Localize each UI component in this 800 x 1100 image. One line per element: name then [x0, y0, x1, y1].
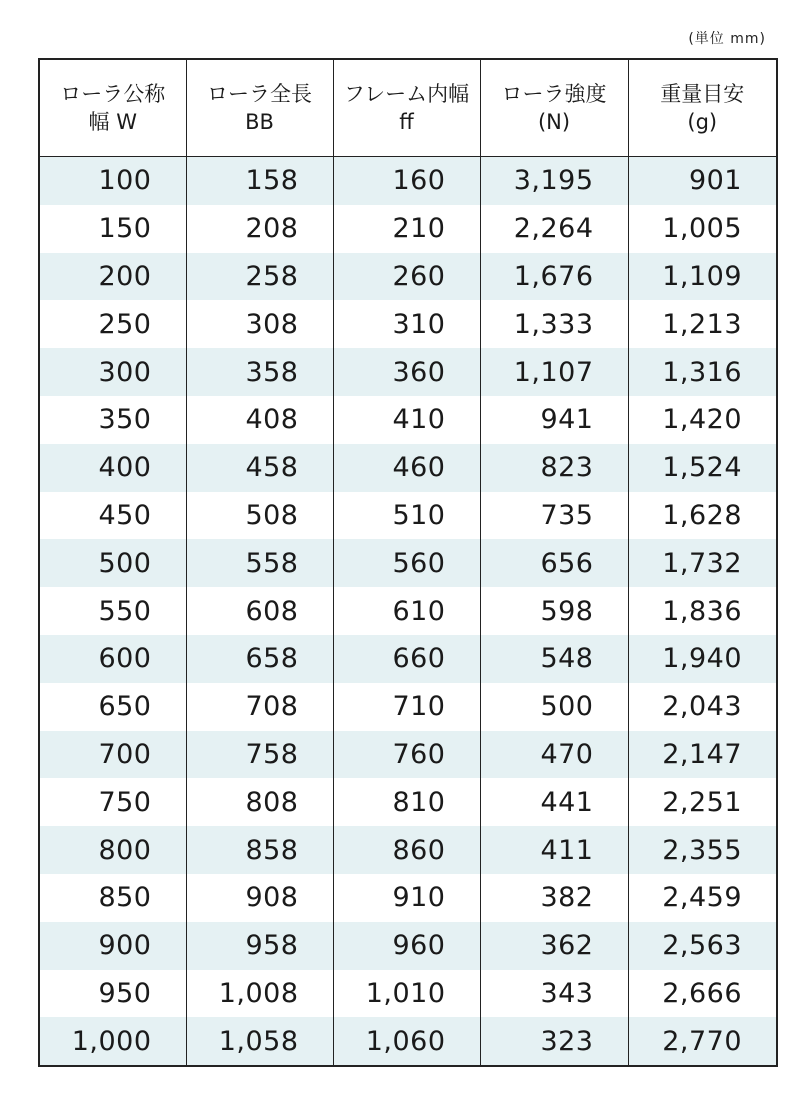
cell-roller-length: 558 — [186, 539, 333, 587]
cell-roller-length: 508 — [186, 492, 333, 540]
cell-frame-inner-width: 560 — [333, 539, 480, 587]
table-row — [39, 444, 777, 492]
table-row — [39, 683, 777, 731]
cell-roller-strength: 598 — [480, 587, 628, 635]
cell-roller-length: 308 — [186, 300, 333, 348]
cell-nominal-width: 300 — [39, 348, 186, 396]
table-row — [39, 731, 777, 779]
cell-nominal-width: 250 — [98, 308, 152, 340]
header-sublabel: (N) — [537, 110, 571, 134]
cell-frame-inner-width: 660 — [333, 635, 480, 683]
cell-nominal-width: 600 — [39, 635, 186, 683]
cell-frame-inner-width: 410 — [333, 396, 480, 444]
cell-roller-strength: 548 — [480, 635, 628, 683]
cell-roller-strength: 656 — [480, 539, 628, 587]
cell-frame-inner-width: 260 — [333, 253, 480, 301]
cell-weight: 1,109 — [628, 253, 777, 301]
cell-weight: 1,524 — [628, 444, 777, 492]
cell-nominal-width: 400 — [39, 444, 186, 492]
cell-weight: 1,213 — [628, 300, 777, 348]
cell-frame-inner-width: 460 — [333, 444, 480, 492]
header-weight — [628, 59, 777, 157]
cell-roller-strength: 362 — [480, 922, 628, 970]
cell-weight: 1,420 — [628, 396, 777, 444]
table-row — [39, 922, 777, 970]
cell-roller-strength: 1,676 — [480, 253, 628, 301]
header-label: 重量目安 — [660, 82, 745, 106]
cell-frame-inner-width: 860 — [333, 826, 480, 874]
table-row — [39, 300, 777, 348]
table-row — [39, 157, 777, 205]
table-row — [39, 635, 777, 683]
cell-weight: 2,770 — [628, 1017, 777, 1066]
header-sublabel: (g) — [687, 110, 718, 134]
cell-nominal-width: 500 — [39, 539, 186, 587]
cell-roller-length: 458 — [186, 444, 333, 492]
header-nominal-width — [39, 59, 186, 157]
cell-nominal-width: 200 — [39, 253, 186, 301]
cell-weight: 1,628 — [628, 492, 777, 540]
cell-frame-inner-width: 960 — [333, 922, 480, 970]
header-row — [39, 59, 777, 157]
cell-weight: 901 — [628, 157, 777, 205]
cell-roller-strength: 343 — [480, 970, 628, 1018]
header-roller-strength — [480, 59, 628, 157]
cell-nominal-width: 1,000 — [39, 1017, 186, 1066]
cell-roller-strength: 382 — [480, 874, 628, 922]
cell-weight: 1,836 — [628, 587, 777, 635]
cell-nominal-width: 650 — [98, 691, 152, 723]
cell-nominal-width: 100 — [39, 157, 186, 205]
header-sublabel: ff — [399, 110, 414, 134]
cell-weight: 2,563 — [628, 922, 777, 970]
table-row — [39, 253, 777, 301]
table-row — [39, 874, 777, 922]
cell-frame-inner-width: 810 — [333, 778, 480, 826]
header-label: フレーム内幅 — [343, 82, 470, 106]
header-sublabel: 幅 W — [88, 110, 137, 134]
cell-roller-strength: 941 — [480, 396, 628, 444]
cell-nominal-width: 800 — [39, 826, 186, 874]
cell-roller-length: 808 — [186, 778, 333, 826]
cell-roller-strength: 1,107 — [480, 348, 628, 396]
cell-roller-strength: 735 — [480, 492, 628, 540]
header-label: ローラ全長 — [207, 82, 312, 106]
cell-weight: 2,459 — [628, 874, 777, 922]
cell-nominal-width: 350 — [98, 404, 152, 436]
cell-weight: 1,316 — [628, 348, 777, 396]
header-sublabel: BB — [245, 110, 274, 134]
cell-frame-inner-width: 610 — [333, 587, 480, 635]
table-row — [39, 205, 777, 253]
cell-roller-strength: 411 — [480, 826, 628, 874]
cell-roller-strength: 1,333 — [480, 300, 628, 348]
cell-weight: 1,940 — [628, 635, 777, 683]
cell-weight: 2,251 — [628, 778, 777, 826]
cell-roller-strength: 470 — [480, 731, 628, 779]
table-header — [39, 59, 777, 157]
cell-roller-length: 358 — [186, 348, 333, 396]
unit-note: (単位 mm) — [688, 31, 766, 47]
cell-roller-length: 658 — [186, 635, 333, 683]
cell-weight: 2,043 — [628, 683, 777, 731]
cell-weight: 2,355 — [628, 826, 777, 874]
cell-nominal-width: 150 — [98, 213, 152, 245]
cell-roller-strength: 323 — [480, 1017, 628, 1066]
cell-roller-strength: 3,195 — [480, 157, 628, 205]
header-frame-inner-width — [333, 59, 480, 157]
cell-nominal-width: 550 — [98, 595, 152, 627]
cell-roller-strength: 823 — [480, 444, 628, 492]
cell-nominal-width: 850 — [98, 882, 152, 914]
cell-frame-inner-width: 310 — [333, 300, 480, 348]
table-row — [39, 587, 777, 635]
cell-weight: 1,732 — [628, 539, 777, 587]
cell-frame-inner-width: 910 — [333, 874, 480, 922]
table-row — [39, 826, 777, 874]
cell-weight: 2,147 — [628, 731, 777, 779]
cell-roller-length: 958 — [186, 922, 333, 970]
cell-roller-length: 608 — [186, 587, 333, 635]
cell-frame-inner-width: 510 — [333, 492, 480, 540]
cell-roller-length: 258 — [186, 253, 333, 301]
cell-roller-length: 858 — [186, 826, 333, 874]
cell-roller-strength: 441 — [480, 778, 628, 826]
cell-nominal-width: 450 — [98, 499, 152, 531]
cell-frame-inner-width: 710 — [333, 683, 480, 731]
cell-frame-inner-width: 1,060 — [333, 1017, 480, 1066]
cell-frame-inner-width: 760 — [333, 731, 480, 779]
table-row — [39, 778, 777, 826]
header-label: ローラ公称 — [60, 82, 166, 106]
cell-nominal-width: 900 — [39, 922, 186, 970]
cell-frame-inner-width: 210 — [333, 205, 480, 253]
header-label: ローラ強度 — [501, 82, 607, 106]
cell-roller-length: 208 — [186, 205, 333, 253]
table-row — [39, 348, 777, 396]
cell-roller-length: 158 — [186, 157, 333, 205]
cell-roller-length: 408 — [186, 396, 333, 444]
table-row — [39, 1017, 777, 1066]
cell-frame-inner-width: 360 — [333, 348, 480, 396]
table-row — [39, 970, 777, 1018]
header-roller-length — [186, 59, 333, 157]
table-row — [39, 396, 777, 444]
cell-roller-length: 1,008 — [186, 970, 333, 1018]
cell-weight: 2,666 — [628, 970, 777, 1018]
cell-nominal-width: 750 — [98, 786, 152, 818]
cell-roller-length: 1,058 — [186, 1017, 333, 1066]
cell-roller-strength: 500 — [480, 683, 628, 731]
table-row — [39, 492, 777, 540]
table-body — [39, 157, 777, 1067]
roller-spec-table — [38, 58, 778, 1067]
cell-frame-inner-width: 1,010 — [333, 970, 480, 1018]
cell-frame-inner-width: 160 — [333, 157, 480, 205]
cell-weight: 1,005 — [628, 205, 777, 253]
cell-nominal-width: 950 — [98, 977, 152, 1009]
table-row — [39, 539, 777, 587]
cell-roller-strength: 2,264 — [480, 205, 628, 253]
cell-nominal-width: 700 — [39, 731, 186, 779]
cell-roller-length: 758 — [186, 731, 333, 779]
cell-roller-length: 708 — [186, 683, 333, 731]
cell-roller-length: 908 — [186, 874, 333, 922]
